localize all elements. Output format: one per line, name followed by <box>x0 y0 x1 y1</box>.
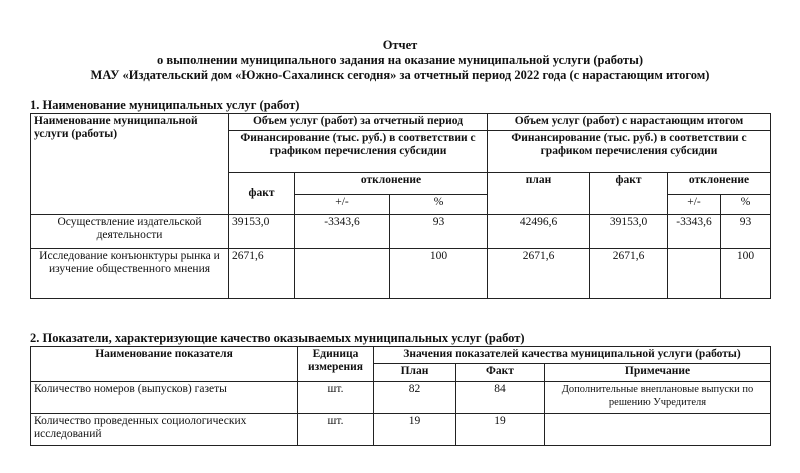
report-subtitle: о выполнении муниципального задания на оказание муниципальной услуги (работы) <box>156 53 643 67</box>
col-fact: факт <box>229 173 295 215</box>
financing-period: Финансирование (тыс. руб.) в соответствии с графиком перечисления субсидии <box>229 131 488 173</box>
indicator-unit: шт. <box>298 414 374 446</box>
indicator-note <box>545 414 771 446</box>
service-name: Исследование конъюнктуры рынка и изучение общественного мнения <box>31 249 229 299</box>
col-plus-minus-cumulative: +/- <box>668 195 721 215</box>
col-indicator-name: Наименование показателя <box>31 347 298 382</box>
deviation-pct-cumulative: 93 <box>721 215 771 249</box>
fact-cumulative-value: 2671,6 <box>590 249 668 299</box>
col-unit: Единица измерения <box>298 347 374 382</box>
services-volume-table <box>30 113 771 299</box>
col-fact-cumulative: факт <box>590 173 668 215</box>
table-row <box>31 382 771 414</box>
col-fact: Факт <box>456 364 545 382</box>
report-title: Отчет <box>382 38 418 52</box>
section2-heading: 2. Показатели, характеризующие качество оказываемых муниципальных услуг (работ) <box>30 331 525 345</box>
indicator-name: Количество номеров (выпусков) газеты <box>31 382 298 414</box>
indicator-plan: 19 <box>374 414 456 446</box>
service-name: Осуществление издательской деятельности <box>31 215 229 249</box>
quality-indicators-table <box>30 346 771 446</box>
table-row <box>31 249 771 299</box>
col-service-name: Наименование муниципальной услуги (работы) <box>31 114 229 215</box>
col-cumulative-volume: Объем услуг (работ) с нарастающим итогом <box>488 114 771 131</box>
col-percent: % <box>390 195 488 215</box>
deviation-pct: 93 <box>390 215 488 249</box>
deviation-abs-cumulative: -3343,6 <box>668 215 721 249</box>
col-deviation: отклонение <box>295 173 488 195</box>
indicator-name: Количество проведенных социологических исследований <box>31 414 298 446</box>
table-row <box>31 215 771 249</box>
col-plus-minus: +/- <box>295 195 390 215</box>
col-quality-values: Значения показателей качества муниципальной услуги (работы) <box>374 347 771 364</box>
deviation-abs-cumulative <box>668 249 721 299</box>
col-plan: план <box>488 173 590 215</box>
col-percent-cumulative: % <box>721 195 771 215</box>
col-note: Примечание <box>545 364 771 382</box>
section1-heading: 1. Наименование муниципальных услуг (работ) <box>30 98 300 112</box>
fact-cumulative-value: 39153,0 <box>590 215 668 249</box>
fact-value: 39153,0 <box>229 215 295 249</box>
col-deviation-cumulative: отклонение <box>668 173 771 195</box>
indicator-plan: 82 <box>374 382 456 414</box>
financing-cumulative: Финансирование (тыс. руб.) в соответствии с графиком перечисления субсидии <box>488 131 771 173</box>
plan-value: 42496,6 <box>488 215 590 249</box>
col-period-volume: Объем услуг (работ) за отчетный период <box>229 114 488 131</box>
plan-value: 2671,6 <box>488 249 590 299</box>
col-plan: План <box>374 364 456 382</box>
indicator-fact: 19 <box>456 414 545 446</box>
fact-value: 2671,6 <box>229 249 295 299</box>
report-organization: МАУ «Издательский дом «Южно-Сахалинск сегодня» за отчетный период 2022 года (с нарастающим итогом) <box>90 68 710 82</box>
deviation-pct: 100 <box>390 249 488 299</box>
indicator-unit: шт. <box>298 382 374 414</box>
indicator-note: Дополнительные внеплановые выпуски по решению Учредителя <box>545 382 771 414</box>
deviation-abs <box>295 249 390 299</box>
deviation-abs: -3343,6 <box>295 215 390 249</box>
table-row <box>31 414 771 446</box>
deviation-pct-cumulative: 100 <box>721 249 771 299</box>
indicator-fact: 84 <box>456 382 545 414</box>
